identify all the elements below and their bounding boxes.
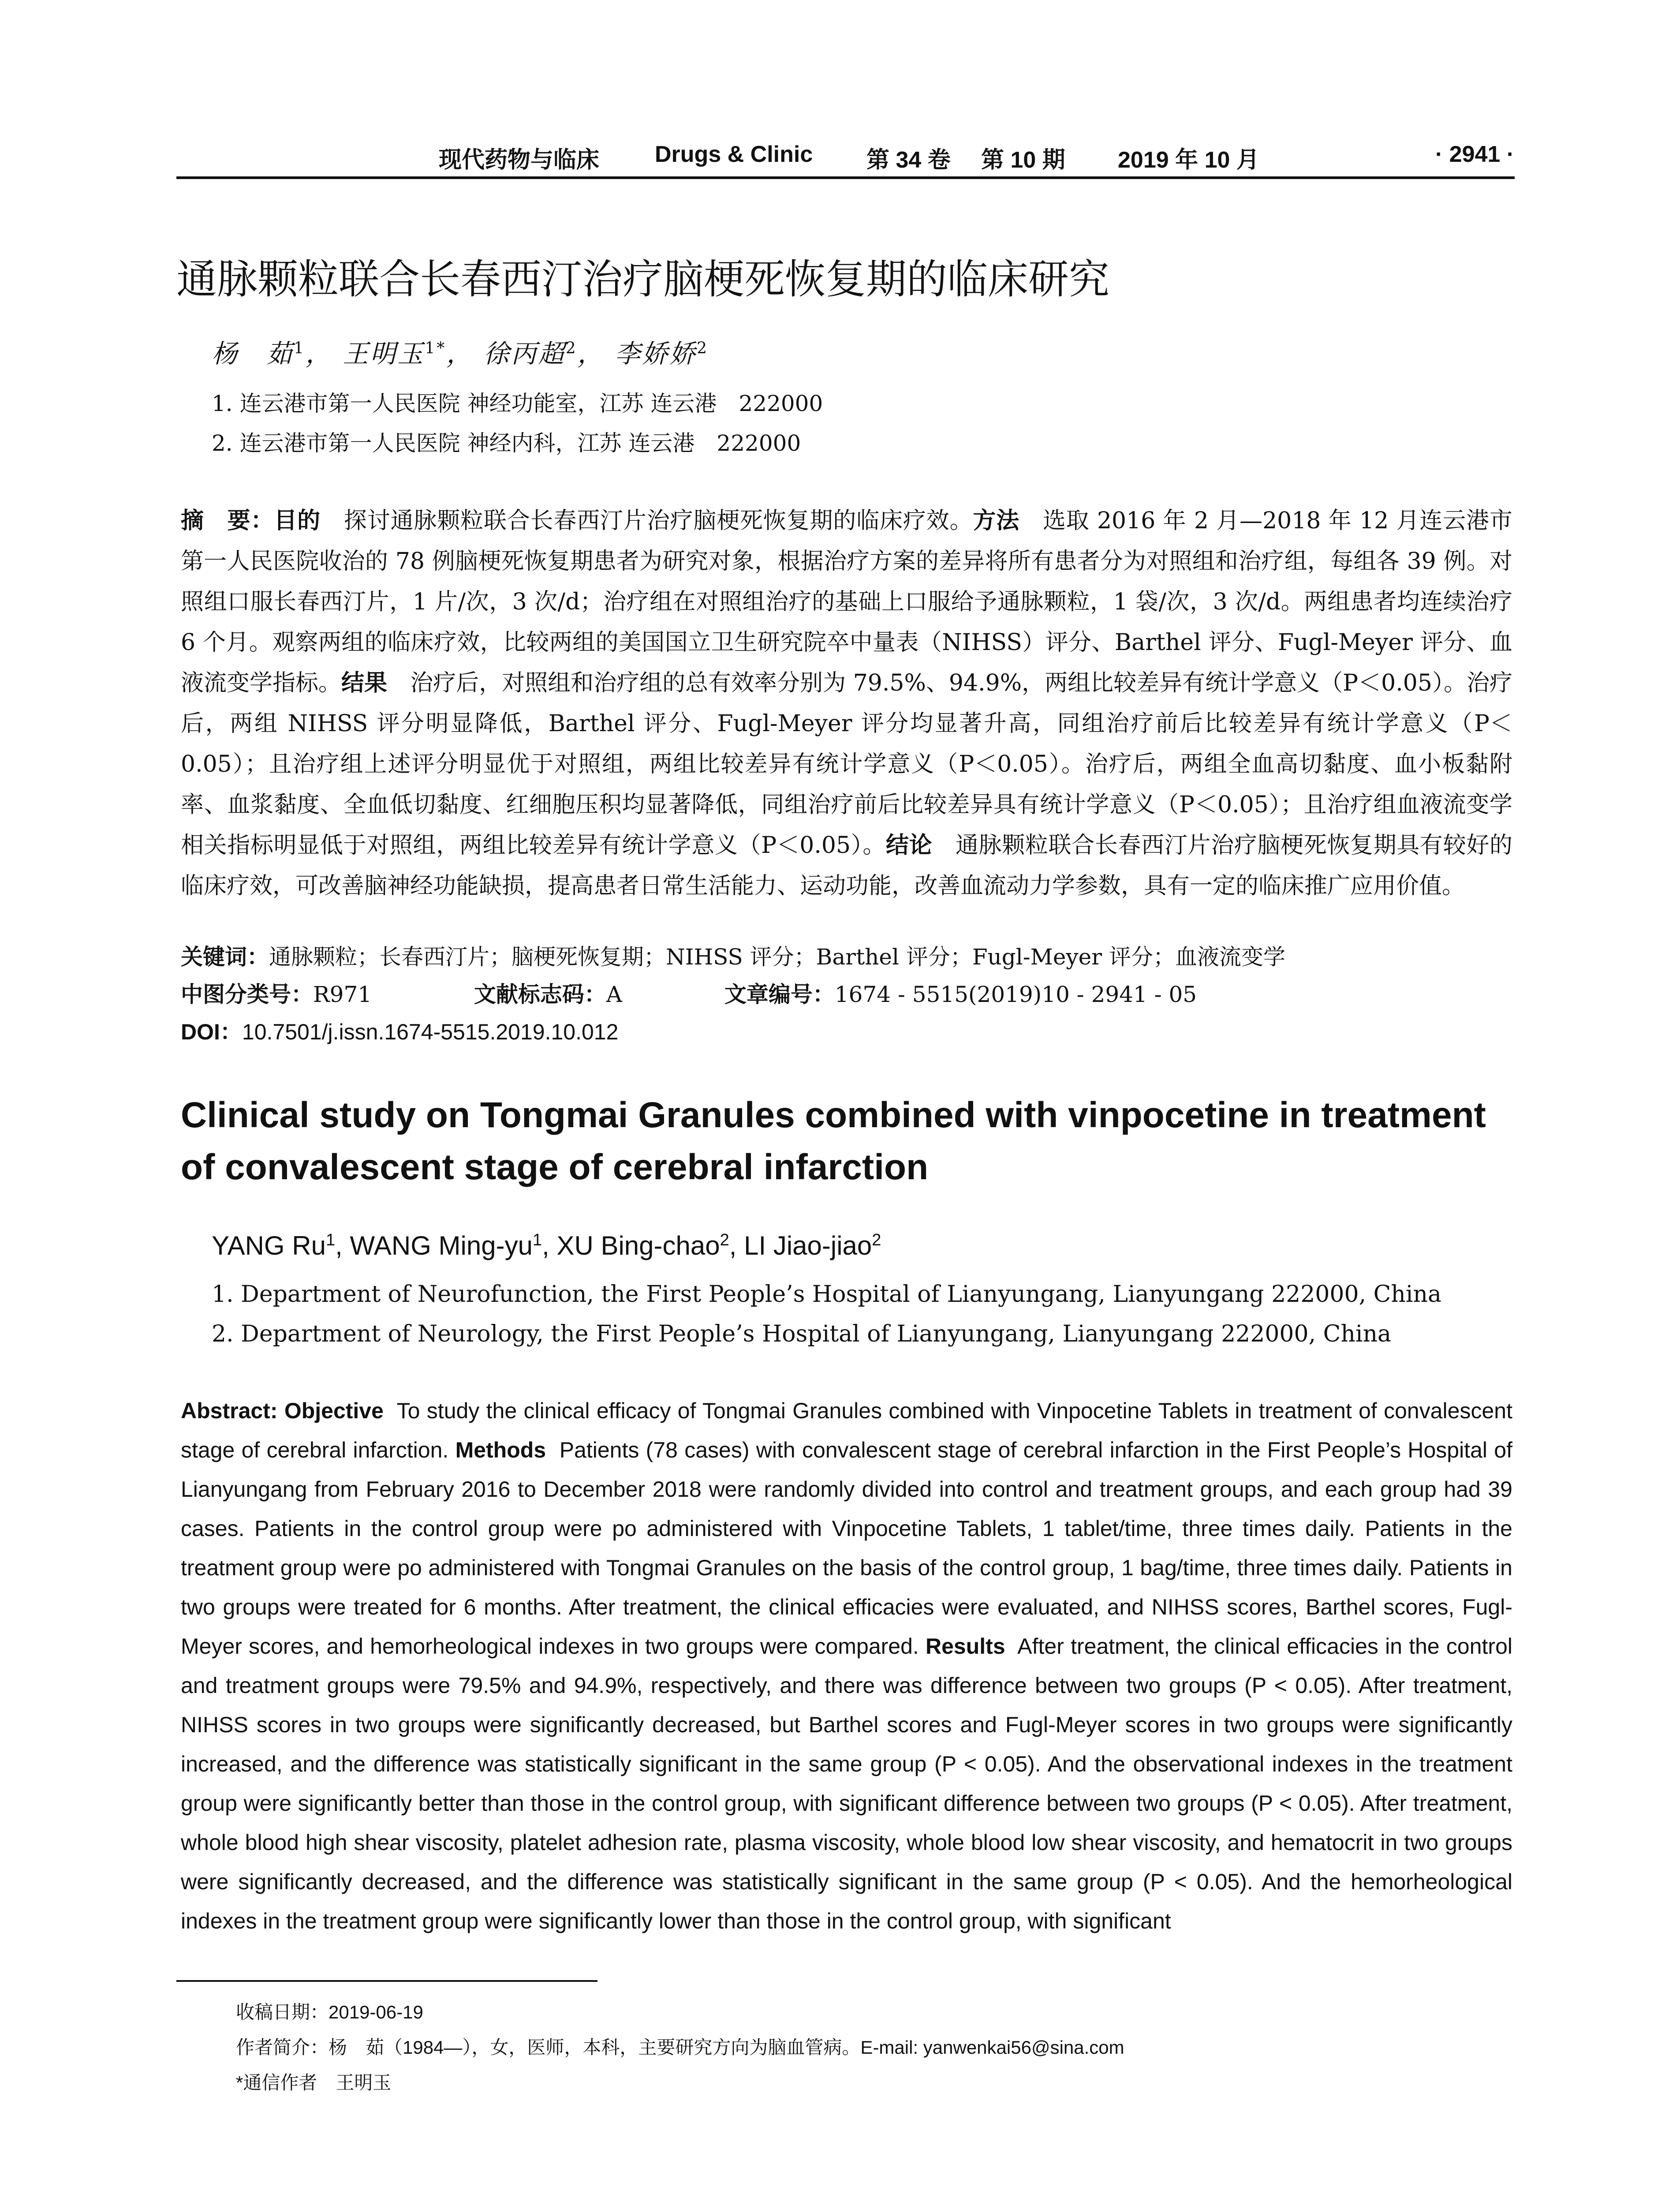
conclusion-label: 结论 <box>886 832 933 859</box>
author-name: 徐丙超 <box>483 339 566 369</box>
page-number: · 2941 · <box>1435 142 1515 167</box>
clc-value: R971 <box>313 982 372 1007</box>
keywords-text: 通脉颗粒；长春西汀片；脑梗死恢复期；NIHSS 评分；Barthel 评分；Fugl-Meyer 评分；血液流变学 <box>269 944 1286 970</box>
classification-line <box>181 977 1197 1009</box>
english-affiliation-2: 2. Department of Neurology, the First People’s Hospital of Lianyungang, Lianyungang 222000, China <box>212 1321 1392 1347</box>
english-title: Clinical study on Tongmai Granules combined with vinpocetine in treatment of convalescent stage of cerebral infarction <box>181 1095 1486 1187</box>
doi-label: DOI： <box>181 1020 242 1044</box>
article-number-value: 1674 - 5515(2019)10 - 2941 - 05 <box>834 982 1197 1007</box>
footnote-rule <box>176 1980 597 1982</box>
doccode-label: 文献标志码： <box>474 981 606 1007</box>
author-name: XU Bing-chao <box>556 1231 720 1260</box>
chinese-affiliation-2: 2. 连云港市第一人民医院 神经内科，江苏 连云港 222000 <box>212 430 801 456</box>
author-affiliation-mark: 1 <box>294 339 306 358</box>
author-name: YANG Ru <box>212 1231 326 1260</box>
chinese-title: 通脉颗粒联合长春西汀治疗脑梗死恢复期的临床研究 <box>176 256 1110 303</box>
corresponding-author: *通信作者 王明玉 <box>236 2072 392 2093</box>
keywords-label: 关键词： <box>181 944 269 970</box>
issue: 第 10 期 <box>981 147 1065 173</box>
objective-text: To study the clinical efficacy of Tongmai Granules combined with Vinpocetine Tablets in treatment of convalescent stage of cerebral infarction. <box>181 1398 1512 1462</box>
english-abstract <box>181 1391 1512 1941</box>
abstract-label: Abstract: <box>181 1398 278 1423</box>
author-name: 李娇娇 <box>615 339 697 369</box>
author-affiliation-mark: 2 <box>565 339 578 358</box>
header-rule <box>176 176 1515 179</box>
journal-name-cn: 现代药物与临床 <box>439 146 600 173</box>
methods-label: Methods <box>455 1438 546 1462</box>
keywords-line <box>181 939 1285 971</box>
chinese-abstract <box>181 501 1512 906</box>
objective-label: 目的 <box>274 507 321 534</box>
author-name: 杨 茹 <box>212 339 294 369</box>
results-text: After treatment, the clinical efficacies in the control and treatment groups were 79.5% and 94.9%, respectively, and there was difference between two groups (P < 0.05). After treatment, NIHSS scores in two groups were significantly decreased, but Barthel scores and Fugl-Meyer scores in two groups were significantly increased, and the difference was statistically significant in the same group (P < 0.05). And the observational indexes in the treatment group were significantly better than those in the control group, with significant difference between two groups (P < 0.05). After treatment, whole blood high shear viscosity, platelet adhesion rate, plasma viscosity, whole blood low shear viscosity, and hematocrit in two groups were significantly decreased, and the difference was statistically significant in the same group (P < 0.05). And the hemorheological indexes in the treatment group were significantly lower than those in the control group, with significant <box>181 1634 1512 1933</box>
author-name: LI Jiao-jiao <box>744 1231 872 1260</box>
doi-line <box>181 1014 618 1046</box>
results-text: 治疗后，对照组和治疗组的总有效率分别为 79.5%、94.9%，两组比较差异有统计学意义（P＜0.05）。治疗后，两组 NIHSS 评分明显降低，Barthel 评分、Fugl-Meyer 评分均显著升高，同组治疗前后比较差异有统计学意义（P＜0.05）；且治疗组上述评分明显优于对照组，两组比较差异有统计学意义（P＜0.05）。治疗后，两组全血高切黏度、血小板黏附率、血浆黏度、全血低切黏度、红细胞压积均显著降低，同组治疗前后比较差异具有统计学意义（P＜0.05）；且治疗组血液流变学相关指标明显低于对照组，两组比较差异有统计学意义（P＜0.05）。 <box>181 670 1512 859</box>
doi-value: 10.7501/j.issn.1674-5515.2019.10.012 <box>242 1020 619 1044</box>
english-affiliation-1: 1. Department of Neurofunction, the First People’s Hospital of Lianyungang, Lianyungang 222000, China <box>212 1281 1442 1308</box>
results-label: 结果 <box>341 669 388 696</box>
methods-text: Patients (78 cases) with convalescent stage of cerebral infarction in the First People’s Hospital of Lianyungang from February 2016 to December 2018 were randomly divided into control and treatment groups, and each group had 39 cases. Patients in the control group were po administered with Vinpocetine Tablets, 1 tablet/time, three times daily. Patients in the treatment group were po administered with Tongmai Granules on the basis of the control group, 1 bag/time, three times daily. Patients in two groups were treated for 6 months. After treatment, the clinical efficacies were evaluated, and NIHSS scores, Barthel scores, Fugl-Meyer scores, and hemorheological indexes in two groups were compared. <box>181 1438 1512 1659</box>
author-affiliation-mark: 2 <box>872 1231 881 1249</box>
author-name: WANG Ming-yu <box>350 1231 533 1260</box>
running-header <box>179 141 1515 176</box>
article-number-label: 文章编号： <box>724 981 835 1007</box>
journal-name-en: Drugs & Clinic <box>655 142 813 167</box>
author-biography: 作者简介：杨 茹（1984—），女，医师，本科，主要研究方向为脑血管病。E-mail: yanwenkai56@sina.com <box>236 2037 1124 2058</box>
author-affiliation-mark: 1* <box>425 339 447 358</box>
objective-text: 探讨通脉颗粒联合长春西汀片治疗脑梗死恢复期的临床疗效。 <box>343 508 973 534</box>
methods-label: 方法 <box>973 507 1020 534</box>
author-affiliation-mark: 2 <box>697 339 709 358</box>
conclusion-text: 通脉颗粒联合长春西汀片治疗脑梗死恢复期具有较好的临床疗效，可改善脑神经功能缺损，提高患者日常生活能力、运动功能，改善血流动力学参数，具有一定的临床推广应用价值。 <box>181 832 1512 899</box>
author-affiliation-mark: 1 <box>325 1231 336 1249</box>
english-authors: YANG Ru$^1$, WANG Ming-$yu^1$, XU Bing-chao$^2$, LI Jiao-jiao$^2$ <box>212 1231 881 1260</box>
author-affiliation-mark: 2 <box>720 1231 729 1249</box>
issue-date: 2019 年 10 月 <box>1118 147 1259 173</box>
received-date: 收稿日期：2019-06-19 <box>236 2002 423 2022</box>
doccode-value: A <box>606 982 623 1007</box>
chinese-authors: 杨 茹$^1$， 王明玉$^{1*}$， 徐丙超$^2$， 李娇娇$^2$ <box>212 339 709 369</box>
chinese-affiliation-1: 1. 连云港市第一人民医院 神经功能室，江苏 连云港 222000 <box>212 391 823 416</box>
abstract-label: 摘 要： <box>181 507 274 534</box>
methods-text: 选取 2016 年 2 月—2018 年 12 月连云港市第一人民医院收治的 78 例脑梗死恢复期患者为研究对象，根据治疗方案的差异将所有患者分为对照组和治疗组，每组各 39 例。对照组口服长春西汀片，1 片/次，3 次/d；治疗组在对照组治疗的基础上口服给予通脉颗粒，1 袋/次，3 次/d。两组患者均连续治疗 6 个月。观察两组的临床疗效，比较两组的美国国立卫生研究院卒中量表（NIHSS）评分、Barthel 评分、Fugl-Meyer 评分、血液流变学指标。 <box>181 508 1512 696</box>
author-name: 王明玉 <box>343 339 425 369</box>
results-label: Results <box>926 1634 1005 1659</box>
objective-label: Objective <box>284 1398 384 1423</box>
clc-label: 中图分类号： <box>181 981 313 1007</box>
author-affiliation-mark: 1 <box>532 1231 542 1249</box>
volume: 第 34 卷 <box>866 147 951 173</box>
